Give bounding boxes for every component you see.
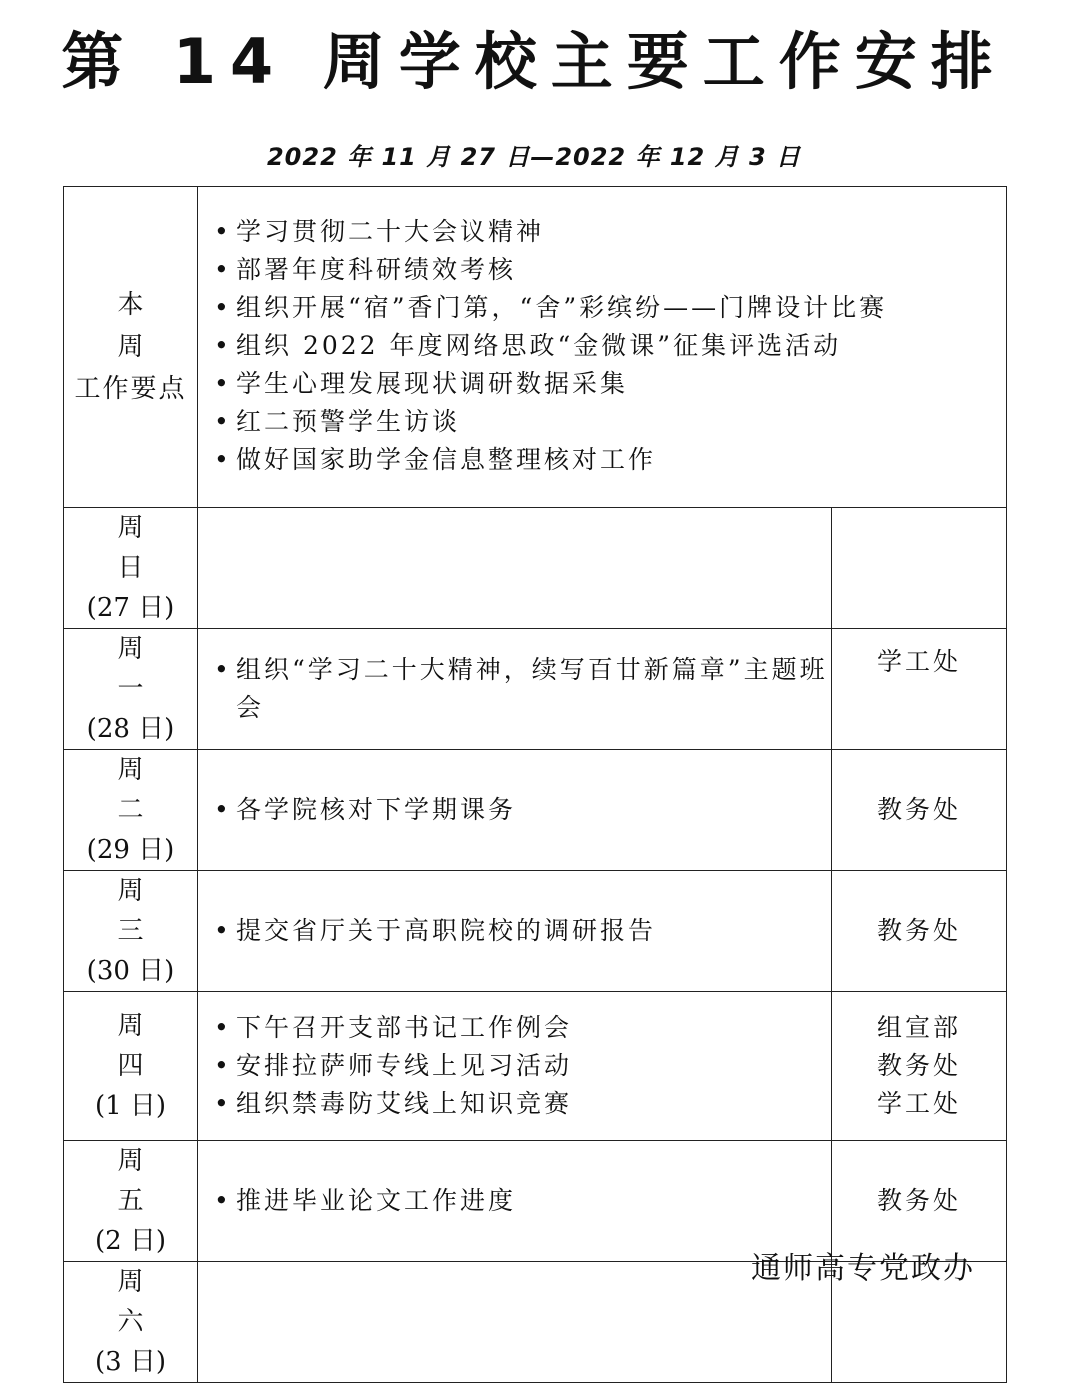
dept-label: 教务处 [876, 916, 961, 945]
list-item: • 推进毕业论文工作进度 [214, 1182, 831, 1220]
date-label: (28 日) [86, 714, 175, 744]
date-label: (27 日) [86, 593, 175, 623]
table-row [64, 750, 1007, 871]
table-row [64, 871, 1007, 992]
focus-label [64, 187, 198, 508]
day-label: 周三 [117, 876, 174, 946]
dept-cell [832, 508, 1007, 629]
day-cell [64, 992, 198, 1141]
day-label: 周二 [117, 755, 174, 825]
dept-label: 组宣部 [876, 1013, 961, 1042]
focus-list [198, 213, 1006, 479]
task-cell [198, 871, 832, 992]
list-item: • 提交省厅关于高职院校的调研报告 [214, 912, 831, 950]
day-cell [64, 508, 198, 629]
task-list [198, 1182, 831, 1220]
table-row [64, 508, 1007, 629]
list-item: • 学习贯彻二十大会议精神 [214, 213, 1006, 251]
focus-content [198, 187, 1007, 508]
page-title: 第 14 周学校主要工作安排 [61, 25, 1007, 98]
task-cell [198, 508, 832, 629]
focus-label-line2: 工作要点 [74, 374, 187, 404]
list-item: • 学生心理发展现状调研数据采集 [214, 365, 1006, 403]
day-label: 周六 [117, 1267, 174, 1337]
list-item: • 红二预警学生访谈 [214, 403, 1006, 441]
list-item: • 组织禁毒防艾线上知识竞赛 [214, 1085, 831, 1123]
task-cell [198, 750, 832, 871]
task-list [198, 912, 831, 950]
footer-signature: 通师高专党政办 [751, 1251, 975, 1286]
schedule-table [63, 186, 1007, 1383]
dept-label: 教务处 [876, 1051, 961, 1080]
day-label: 周一 [117, 634, 174, 704]
list-item: • 组织开展“宿”香门第，“舍”彩缤纷——门牌设计比赛 [214, 289, 1006, 327]
task-cell [198, 1262, 832, 1383]
day-cell [64, 1262, 198, 1383]
focus-label-line1: 本周 [117, 290, 194, 362]
list-item: • 各学院核对下学期课务 [214, 791, 831, 829]
day-cell [64, 629, 198, 750]
dept-label: 教务处 [876, 795, 961, 824]
day-label: 周五 [117, 1146, 174, 1216]
dept-label: 教务处 [876, 1186, 961, 1215]
task-list [198, 651, 831, 727]
date-label: (30 日) [86, 956, 175, 986]
focus-row [64, 187, 1007, 508]
day-label: 周四 [117, 1011, 174, 1081]
day-cell [64, 750, 198, 871]
dept-label: 学工处 [876, 647, 961, 676]
task-cell [198, 629, 832, 750]
date-label: (29 日) [86, 835, 175, 865]
task-cell [198, 992, 832, 1141]
date-label: (1 日) [94, 1091, 167, 1121]
list-item: • 安排拉萨师专线上见习活动 [214, 1047, 831, 1085]
list-item: • 组织 2022 年度网络思政“金微课”征集评选活动 [214, 327, 1006, 365]
list-item: • 做好国家助学金信息整理核对工作 [214, 441, 1006, 479]
day-label: 周日 [117, 513, 174, 583]
date-range: 2022 年 11 月 27 日—2022 年 12 月 3 日 [266, 143, 802, 171]
list-item: • 下午召开支部书记工作例会 [214, 1009, 831, 1047]
table-row [64, 629, 1007, 750]
day-cell [64, 1141, 198, 1262]
date-label: (3 日) [94, 1347, 167, 1377]
dept-cell [832, 871, 1007, 992]
date-label: (2 日) [94, 1226, 167, 1256]
list-item: • 组织“学习二十大精神，续写百廿新篇章”主题班会 [214, 651, 831, 727]
dept-label: 学工处 [876, 1089, 961, 1118]
dept-cell [832, 750, 1007, 871]
task-list [198, 791, 831, 829]
table-row [64, 992, 1007, 1141]
dept-cell [832, 992, 1007, 1141]
dept-cell [832, 629, 1007, 750]
task-cell [198, 1141, 832, 1262]
list-item: • 部署年度科研绩效考核 [214, 251, 1006, 289]
day-cell [64, 871, 198, 992]
task-list [198, 1009, 831, 1123]
